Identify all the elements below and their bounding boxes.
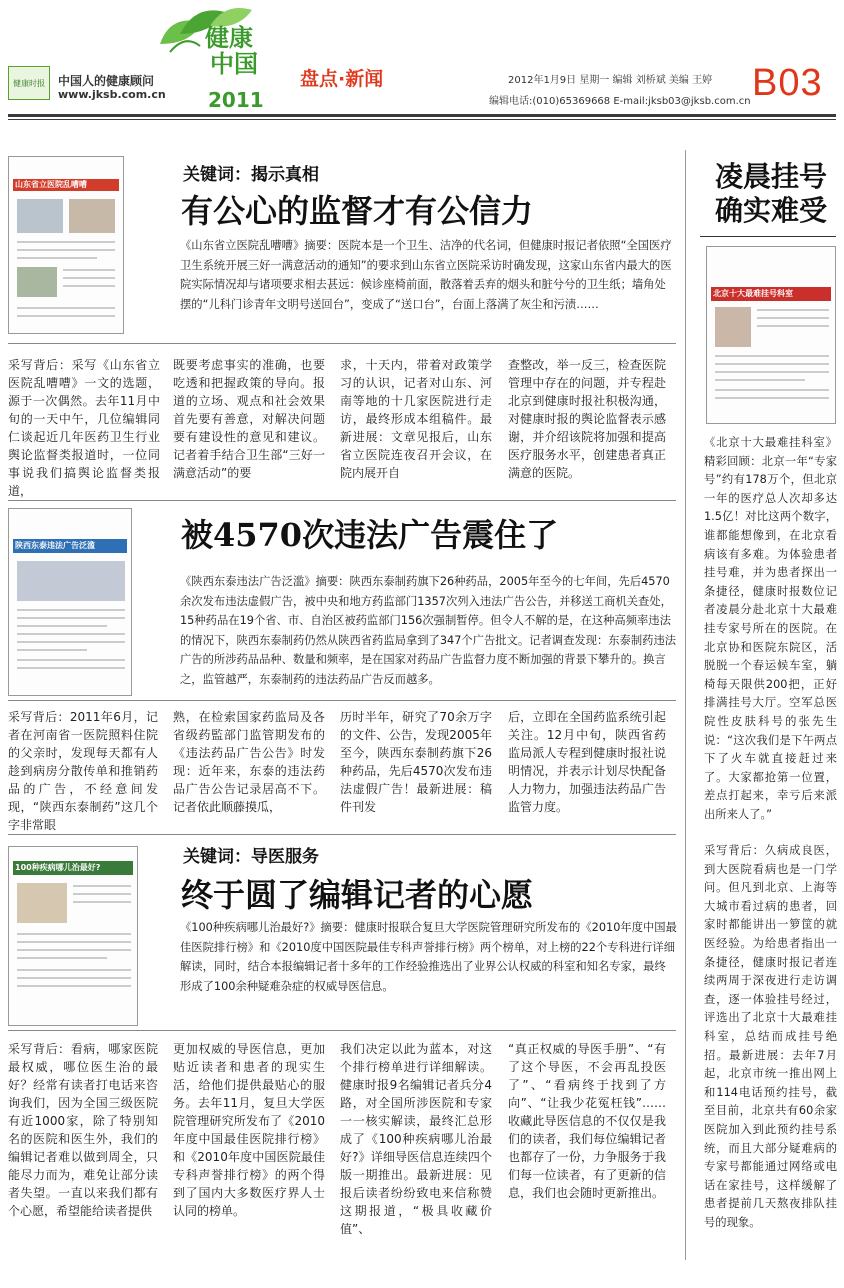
sidebar-abstract: 《北京十大最难挂科室》精彩回顾：北京一年“专家号”约有178万个，但北京一年的医疗总人次却多达1.5亿！对比这两个数字，谁都能想像到，在北京看病该有多难。为体验患者挂号难，并为患者探出一条捷径，健康时报数位记者凌晨分赴北京十大最难挂专家号所在的医院。在北京协和医院东院区，活脱脱一个春运候车室，躺椅每天限供200把，正好排满挂号大厅。空军总医院性皮肤科号的张先生说：“这次我们是下午两点下了火车就直接赶过来了。大家都抢第一位置，差点打起来，幸亏后来派出所来人了。” xyxy=(704,436,837,821)
issue-meta: 2012年1月9日 星期一 编辑 刘桥斌 美编 王婷 xyxy=(508,75,713,86)
sidebar-headline-line1: 凌晨挂号 xyxy=(714,160,827,193)
article3-rule xyxy=(8,1030,676,1031)
masthead-logo xyxy=(8,66,50,100)
article3-kicker: 关键词：导医服务 xyxy=(183,847,319,867)
article1-thumb-title: 山东省立医院乱嘈嘈 xyxy=(15,180,87,189)
article3-thumb-title: 100种疾病哪儿治最好? xyxy=(15,863,101,872)
article1-headline[interactable]: 有公心的监督才有公信力 xyxy=(181,192,534,230)
article3-headline[interactable]: 终于圆了编辑记者的心愿 xyxy=(181,876,534,914)
header-rule-thin xyxy=(8,119,836,120)
logo-title-1: 健康 xyxy=(205,24,253,52)
article3-col2: 更加权威的导医信息，更加贴近读者和患者的现实生活，给他们提供最贴心的服务。去年11月，复旦大学医院管理研究所发布了《2010年度中国最佳医院排行榜》和《2010年度中国医院最佳专科声誉排行榜》的两个得到了国内大多数医疗界人士认同的榜单。 xyxy=(173,1042,325,1218)
article2-col3: 历时半年，研究了70余万字的文件、公告，发现2005年至今，陕西东泰制药旗下26种药品，先后4570次发布违法虚假广告！最新进展：稿件刊发 xyxy=(340,710,492,814)
logo-year: 2011 xyxy=(208,88,264,112)
sidebar-rule xyxy=(700,236,836,237)
article1-thumbnail[interactable] xyxy=(8,156,124,334)
article1-col1: 采写背后：采写《山东省立医院乱嘈嘈》一文的选题，源于一次偶然。去年11月中旬的一天中午，几位编辑同仁谈起近几年医药卫生行业舆论监督类报道时，一位同事说我们搞舆论监督类报道， xyxy=(8,358,160,498)
article1-abstract: 《山东省立医院乱嘈嘈》摘要：医院本是一个卫生、洁净的代名词，但健康时报记者依照“全国医疗卫生系统开展三好一满意活动的通知”的要求到山东省立医院采访时确发现，这家山东省内最大的医院实际情况却与诸项要求相去甚远：候诊座椅前面，散落着丢弃的烟头和脏兮兮的卫生纸；墙角处摆的“儿科门诊青年文明号送回台”，变成了“送口台”，台面上落满了灰尘和污渍…… xyxy=(180,239,672,311)
article1-kicker: 关键词：揭示真相 xyxy=(183,165,319,185)
header-rule xyxy=(8,114,836,117)
article2-thumb-title: 陕西东泰违法广告泛滥 xyxy=(15,541,95,550)
sidebar-body: 采写背后：久病成良医，到大医院看病也是一门学问。但凡到北京、上海等大城市看过病的患者，回家时都能讲出一箩筐的就医经验。为给患者指出一条捷径，健康时报记者连续两周于深夜进行走访调查，逐一体验挂号经过，评选出了北京十大最难挂科室，总结而成挂号绝招。最新进展：去年7月起，北京市统一推出网上和114电话预约挂号，截至目前，北京共有60余家医院加入到此预约挂号系统，而且大部分疑难病的专家号都能通过网络或电话在家挂号，这样缓解了患者提前几天熬夜排队挂号的现象。 xyxy=(704,844,837,1229)
sidebar-headline-line2: 确实难受 xyxy=(714,194,827,227)
article3-col1: 采写背后：看病，哪家医院最权威，哪位医生治的最好？经常有读者打电话来咨询我们，因为全国三级医院有近1000家，除了特别知名的医院和医生外，我们的编辑记者难以做到周全，只能尽力而为，难免让部分读者失望。一直以来我们都有个心愿，希望能给读者提供 xyxy=(8,1042,158,1218)
sidebar-thumb-title: 北京十大最难挂号科室 xyxy=(713,289,793,298)
page-number: B03 xyxy=(752,62,823,104)
article2-rule xyxy=(8,700,676,701)
article2-abstract: 《陕西东泰违法广告泛滥》摘要：陕西东泰制药旗下26种药品，2005年至今的七年间，先后4570余次发布违法虚假广告，被中央和地方药监部门1357次列入违法广告公告，并移送工商机关查处，15种药品在19个省、市、自治区被药监部门156次强制暂停。但令人不解的是，在这种高频率违法的情况下，陕西东泰制药仍然从陕西省药监局拿到了347个广告批文。记者调查发现：东泰制药违法广告的所涉药品品种、数量和频率，是在国家对药品广告监督力度不断加强的背景下攀升的。换言之，监管越严，东泰制药的违法药品广告反而越多。 xyxy=(180,575,677,686)
column-divider xyxy=(685,150,686,1260)
article3-thumbnail[interactable] xyxy=(8,846,138,1026)
article3-top-rule xyxy=(8,834,676,835)
article2-headline[interactable]: 被4570次违法广告震住了 xyxy=(181,516,559,554)
slogan: 中国人的健康顾问 xyxy=(58,74,155,88)
section-name: 盘点·新闻 xyxy=(300,68,384,90)
article3-abstract: 《100种疾病哪儿治最好?》摘要：健康时报联合复旦大学医院管理研究所发布的《2010年度中国最佳医院排行榜》和《2010度中国医院最佳专科声誉排行榜》两个榜单，对上榜的22个专科进行详细解读，同时，结合本报编辑记者十多年的工作经验推选出了业界公认权威的科室和知名专家，最终形成了100余种疑难杂症的权威导医信息。 xyxy=(180,921,677,993)
article1-col3: 求，十天内，带着对政策学习的认识，记者对山东、河南等地的十几家医院进行走访，最终形成本组稿件。最新进展：文章见报后，山东省立医院连夜召开会议，在院内展开自 xyxy=(340,358,492,480)
site-url[interactable]: www.jksb.com.cn xyxy=(58,88,166,101)
article2-top-rule xyxy=(8,500,676,501)
article1-rule xyxy=(8,343,676,344)
logo-title-2: 中国 xyxy=(210,50,258,78)
editor-contact: 编辑电话:(010)65369668 E-mail:jksb03@jksb.com.cn xyxy=(489,96,751,107)
article2-col2: 熟，在检索国家药监局及各省级药監部门监管期发布的《违法药品广告公告》时发现：近年来，东泰的违法药品广告公告记录居高不下。记者依此顺藤摸瓜， xyxy=(173,710,325,814)
article3-col4: “真正权威的导医手册”、“有了这个导医，不会再乱投医了”、“看病终于找到了方向”、“让我少花冤枉钱”……收藏此导医信息的不仅仅是我们的读者，我们每位编辑记者也都存了一份，力争服务于我们每一位读者，有了更新的信息，我们也会随时更新推出。 xyxy=(508,1042,666,1200)
article2-col4: 后，立即在全国药监系统引起关注。12月中旬，陕西省药监局派人专程到健康时报社说明情况，并表示计划尽快配备人力物力，加强违法药品广告监管力度。 xyxy=(508,710,666,814)
masthead-logo-text: 健康时报 xyxy=(13,79,45,88)
article1-col4: 查整改，举一反三，检查医院管理中存在的问题，并专程赴北京到健康时报社积极沟通，对健康时报的舆论监督表示感谢，并介绍该院将加强和提高医疗服务水平，创建患者真正满意的医院。 xyxy=(508,358,666,480)
sidebar-headline[interactable] xyxy=(706,160,836,228)
article2-thumbnail[interactable] xyxy=(8,508,132,696)
sidebar-thumbnail[interactable] xyxy=(706,246,836,424)
article2-col1: 采写背后：2011年6月，记者在河南省一医院照料住院的父亲时，发现每天都有人趁到病房分散传单和推销药品的广告，不经意间发现，“陕西东泰制药”这几个字非常眼 xyxy=(8,710,158,832)
article3-col3: 我们决定以此为蓝本，对这个排行榜单进行详细解读。健康时报9名编辑记者兵分4路，对全国所涉医院和专家一一核实解读，最终汇总形成了《100种疾病哪儿治最好?》详细导医信息连续四个版一期推出。最新进展：见报后读者纷纷致电来信称赞这期报道，“极具收藏价值”、 xyxy=(340,1042,492,1236)
article1-col2: 既要考虑事实的准确，也要吃透和把握政策的导向。报道的立场、观点和社会效果首先要有善意，对解决问题要有建设性的意见和建议。记者着手结合卫生部“三好一满意活动”的要 xyxy=(173,358,325,480)
